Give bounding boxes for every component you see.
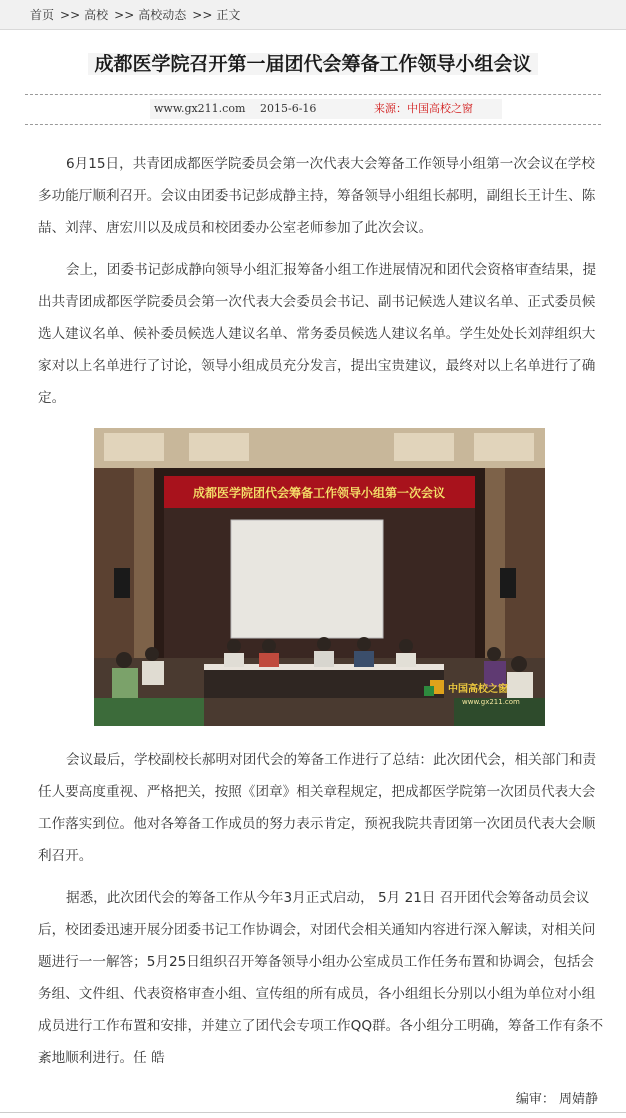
article-title: 成都医学院召开第一届团代会筹备工作领导小组会议: [88, 53, 537, 75]
article-paragraph: 会上，团委书记彭成静向领导小组汇报筹备小组工作进展情况和团代会资格审查结果，提出共青团成都医学院委员会第一次代表大会委员会书记、副书记候选人建议名单、正式委员候选人建议名单、候补委员候选人建议名单、常务委员候选人建议名单。学生处处长刘萍组织大家对以上名单进行了讨论，领导小组成员充分发言，提出宝贵建议，最终对以上名单进行了确定。: [38, 262, 597, 406]
photo-watermark-url: www.gx211.com: [462, 698, 520, 706]
article-title-wrap: [0, 46, 626, 82]
article-editor: 编审： 周婧静: [515, 1092, 598, 1107]
article-photo: [94, 428, 545, 726]
breadcrumb-colleges-link[interactable]: 高校: [84, 8, 109, 22]
article-site: www.gx211.com: [154, 102, 246, 115]
photo-banner-text: 成都医学院团代会筹备工作领导小组第一次会议: [192, 486, 446, 500]
bottom-divider: [0, 1112, 626, 1113]
article-source: 来源：中国高校之窗: [374, 102, 473, 115]
breadcrumb-separator: >>: [114, 8, 135, 22]
article-paragraph: 据悉，此次团代会的筹备工作从今年3月正式启动， 5月 21日 召开团代会筹备动员会议后，校团委迅速开展分团委书记工作协调会，对团代会相关通知内容进行深入解读，对相关问题进行一一解答；5月25日组织召开筹备领导小组办公室成员工作任务布置和协调会，包括会务组、文件组、代表资格审查小组、宣传组的所有成员，各小组组长分别以小组为单位对小组成员进行工作布置和安排，并建立了团代会专项工作QQ群。各小组分工明确，筹备工作有条不紊地顺利进行。任 皓: [38, 890, 604, 1066]
article-paragraph: 6月15日，共青团成都医学院委员会第一次代表大会筹备工作领导小组第一次会议在学校多功能厅顺利召开。会议由团委书记彭成静主持，筹备领导小组组长郝明，副组长王计生、陈喆、刘萍、唐宏川以及成员和校团委办公室老师参加了此次会议。: [38, 156, 596, 236]
divider: [25, 124, 601, 125]
divider: [25, 94, 601, 95]
breadcrumb-news-link[interactable]: 高校动态: [138, 8, 187, 22]
photo-watermark-text: 中国高校之窗: [448, 684, 508, 695]
breadcrumb-home-link[interactable]: 首页: [30, 8, 55, 22]
breadcrumb: [0, 0, 626, 30]
article-meta: [150, 99, 502, 119]
article-date: 2015-6-16: [260, 102, 317, 115]
breadcrumb-separator: >>: [60, 8, 81, 22]
conference-photo: [94, 428, 545, 726]
article-paragraph: 会议最后，学校副校长郝明对团代会的筹备工作进行了总结：此次团代会，相关部门和责任人要高度重视、严格把关，按照《团章》相关章程规定，把成都医学院第一次团员代表大会工作落实到位。他对各筹备工作成员的努力表示肯定，预祝我院共青团第一次团员代表大会顺利召开。: [38, 752, 597, 864]
breadcrumb-current: 正文: [216, 8, 241, 22]
breadcrumb-separator: >>: [192, 8, 213, 22]
